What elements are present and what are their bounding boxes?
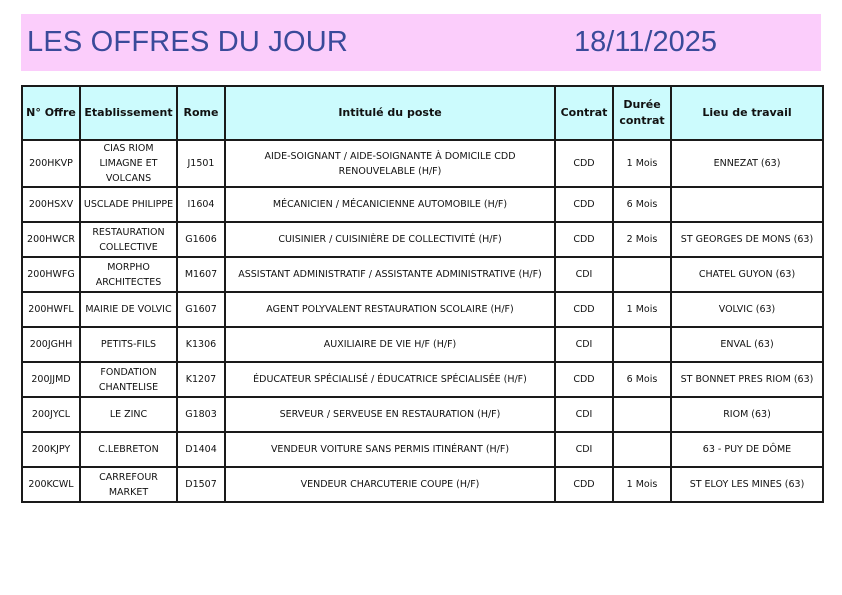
cell-offre: 200JJMD: [22, 362, 80, 397]
cell-intitule: SERVEUR / SERVEUSE EN RESTAURATION (H/F): [225, 397, 555, 432]
cell-contrat: CDI: [555, 327, 613, 362]
table-row: [22, 257, 823, 292]
cell-contrat: CDD: [555, 362, 613, 397]
cell-etablissement: FONDATION CHANTELISE: [80, 362, 177, 397]
page-date: 18/11/2025: [574, 26, 717, 58]
cell-rome: J1501: [177, 140, 225, 187]
page-title: LES OFFRES DU JOUR: [27, 26, 349, 58]
cell-intitule: VENDEUR VOITURE SANS PERMIS ITINÉRANT (H/F): [225, 432, 555, 467]
cell-rome: G1803: [177, 397, 225, 432]
cell-lieu: [671, 187, 823, 222]
cell-intitule: AUXILIAIRE DE VIE H/F (H/F): [225, 327, 555, 362]
cell-offre: 200KJPY: [22, 432, 80, 467]
column-header-lieu: Lieu de travail: [671, 86, 823, 140]
cell-duree: 1 Mois: [613, 467, 671, 502]
table-header-row: [22, 86, 823, 140]
cell-contrat: CDI: [555, 257, 613, 292]
cell-contrat: CDD: [555, 222, 613, 257]
cell-rome: D1404: [177, 432, 225, 467]
column-header-intitule: Intitulé du poste: [225, 86, 555, 140]
cell-contrat: CDI: [555, 432, 613, 467]
cell-rome: D1507: [177, 467, 225, 502]
cell-intitule: VENDEUR CHARCUTERIE COUPE (H/F): [225, 467, 555, 502]
cell-rome: G1606: [177, 222, 225, 257]
cell-duree: 6 Mois: [613, 362, 671, 397]
cell-intitule: CUISINIER / CUISINIÈRE DE COLLECTIVITÉ (H/F): [225, 222, 555, 257]
table-row: [22, 362, 823, 397]
cell-rome: I1604: [177, 187, 225, 222]
cell-lieu: ENNEZAT (63): [671, 140, 823, 187]
cell-duree: [613, 397, 671, 432]
cell-offre: 200KCWL: [22, 467, 80, 502]
cell-rome: K1207: [177, 362, 225, 397]
cell-offre: 200HWFL: [22, 292, 80, 327]
cell-etablissement: MAIRIE DE VOLVIC: [80, 292, 177, 327]
cell-duree: [613, 327, 671, 362]
cell-contrat: CDD: [555, 140, 613, 187]
cell-lieu: RIOM (63): [671, 397, 823, 432]
cell-rome: K1306: [177, 327, 225, 362]
cell-intitule: MÉCANICIEN / MÉCANICIENNE AUTOMOBILE (H/F): [225, 187, 555, 222]
cell-duree: [613, 257, 671, 292]
cell-lieu: ST BONNET PRES RIOM (63): [671, 362, 823, 397]
cell-offre: 200HWFG: [22, 257, 80, 292]
table-row: [22, 467, 823, 502]
cell-offre: 200JGHH: [22, 327, 80, 362]
cell-lieu: VOLVIC (63): [671, 292, 823, 327]
cell-duree: [613, 432, 671, 467]
cell-etablissement: PETITS-FILS: [80, 327, 177, 362]
cell-contrat: CDI: [555, 397, 613, 432]
column-header-contrat: Contrat: [555, 86, 613, 140]
cell-offre: 200HSXV: [22, 187, 80, 222]
cell-etablissement: C.LEBRETON: [80, 432, 177, 467]
table-row: [22, 187, 823, 222]
cell-lieu: 63 - PUY DE DÔME: [671, 432, 823, 467]
column-header-offre: N° Offre: [22, 86, 80, 140]
cell-lieu: CHATEL GUYON (63): [671, 257, 823, 292]
cell-etablissement: USCLADE PHILIPPE: [80, 187, 177, 222]
cell-etablissement: CARREFOUR MARKET: [80, 467, 177, 502]
cell-etablissement: MORPHO ARCHITECTES: [80, 257, 177, 292]
cell-duree: 1 Mois: [613, 140, 671, 187]
cell-etablissement: LE ZINC: [80, 397, 177, 432]
cell-offre: 200HWCR: [22, 222, 80, 257]
header-banner: [21, 14, 821, 71]
cell-lieu: ST ELOY LES MINES (63): [671, 467, 823, 502]
cell-contrat: CDD: [555, 467, 613, 502]
cell-etablissement: RESTAURATION COLLECTIVE: [80, 222, 177, 257]
cell-duree: 2 Mois: [613, 222, 671, 257]
column-header-duree: Durée contrat: [613, 86, 671, 140]
cell-contrat: CDD: [555, 187, 613, 222]
cell-rome: G1607: [177, 292, 225, 327]
table-row: [22, 222, 823, 257]
table-row: [22, 432, 823, 467]
offers-table: [21, 85, 824, 503]
cell-intitule: ASSISTANT ADMINISTRATIF / ASSISTANTE ADMINISTRATIVE (H/F): [225, 257, 555, 292]
cell-lieu: ST GEORGES DE MONS (63): [671, 222, 823, 257]
table-row: [22, 140, 823, 187]
table-row: [22, 292, 823, 327]
column-header-rome: Rome: [177, 86, 225, 140]
cell-duree: 1 Mois: [613, 292, 671, 327]
table-row: [22, 327, 823, 362]
cell-lieu: ENVAL (63): [671, 327, 823, 362]
cell-etablissement: CIAS RIOM LIMAGNE ET VOLCANS: [80, 140, 177, 187]
table-row: [22, 397, 823, 432]
cell-rome: M1607: [177, 257, 225, 292]
cell-intitule: ÉDUCATEUR SPÉCIALISÉ / ÉDUCATRICE SPÉCIALISÉE (H/F): [225, 362, 555, 397]
cell-contrat: CDD: [555, 292, 613, 327]
column-header-etablissement: Etablissement: [80, 86, 177, 140]
cell-duree: 6 Mois: [613, 187, 671, 222]
cell-intitule: AIDE-SOIGNANT / AIDE-SOIGNANTE À DOMICILE CDD RENOUVELABLE (H/F): [225, 140, 555, 187]
cell-offre: 200HKVP: [22, 140, 80, 187]
cell-intitule: AGENT POLYVALENT RESTAURATION SCOLAIRE (H/F): [225, 292, 555, 327]
cell-offre: 200JYCL: [22, 397, 80, 432]
